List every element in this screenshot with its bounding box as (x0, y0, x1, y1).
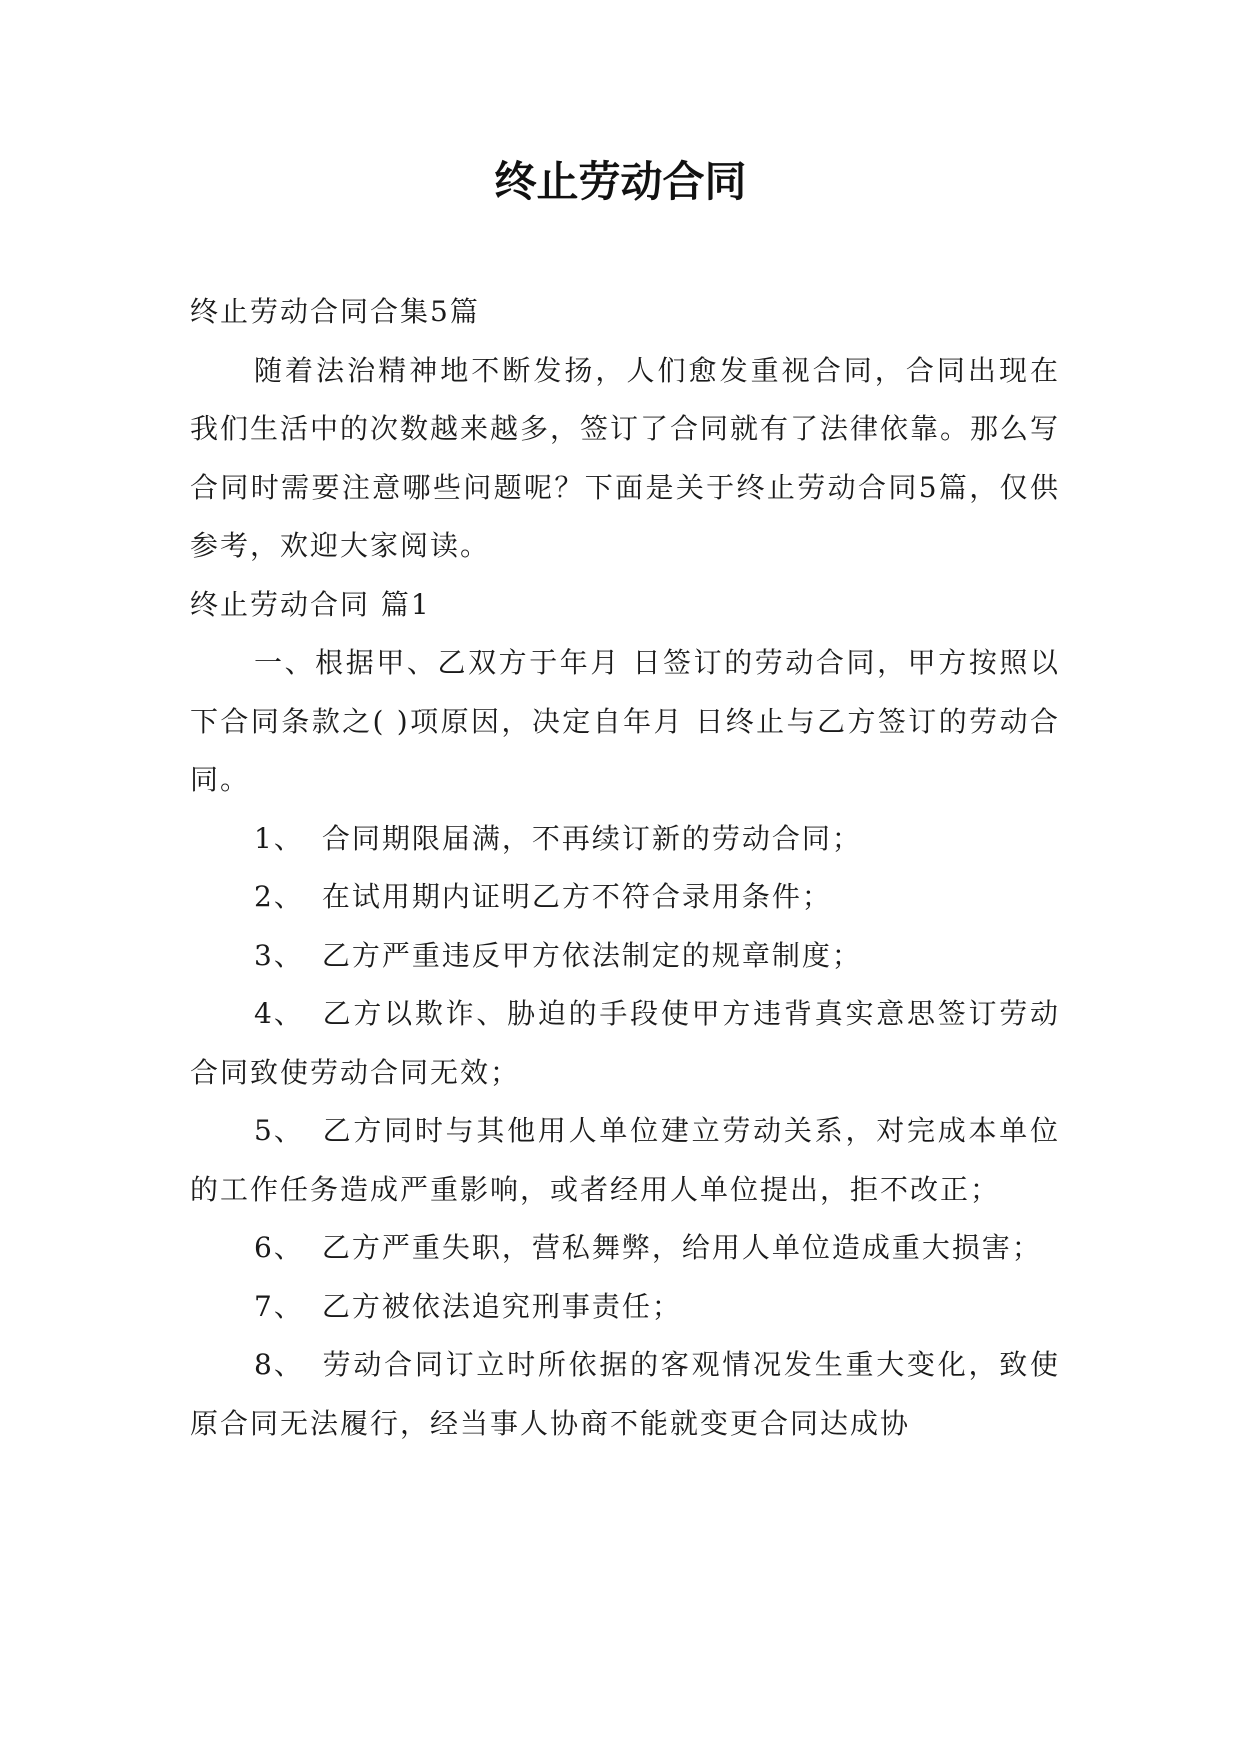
list-item (190, 1219, 1060, 1278)
list-item-text: 乙方被依法追究刑事责任； (321, 1289, 682, 1323)
list-item-text: 合同期限届满，不再续订新的劳动合同； (321, 821, 862, 855)
list-item-number: 8、 (254, 1348, 304, 1381)
intro-paragraph: 随着法治精神地不断发扬，人们愈发重视合同，合同出现在我们生活中的次数越来越多，签订了合同就有了法律依靠。那么写合同时需要注意哪些问题呢？下面是关于终止劳动合同5篇，仅供参考，欢迎大家阅读。 (190, 353, 1061, 562)
list-item-text: 乙方同时与其他用人单位建立劳动关系，对完成本单位的工作任务造成严重影响，或者经用人单位提出，拒不改正； (190, 1114, 1060, 1206)
list-item (190, 1336, 1060, 1453)
list-item-number: 1、 (254, 821, 304, 855)
list-item-text: 乙方严重违反甲方依法制定的规章制度； (321, 938, 862, 972)
list-item-text: 劳动合同订立时所依据的客观情况发生重大变化，致使原合同无法履行，经当事人协商不能就变更合同达成协 (190, 1348, 1060, 1440)
list-item (190, 868, 1060, 927)
list-item-number: 3、 (254, 938, 304, 972)
list-item-number: 6、 (254, 1231, 304, 1264)
list-item-number: 7、 (254, 1289, 304, 1323)
document-subtitle: 终止劳动合同合集5篇 (190, 295, 480, 328)
clause-one-paragraph: 一、根据甲、乙双方于年月 日签订的劳动合同，甲方按照以下合同条款之( )项原因，决定自年月 日终止与乙方签订的劳动合同。 (190, 646, 1060, 796)
list-item-text: 乙方严重失职，营私舞弊，给用人单位造成重大损害； (321, 1231, 1042, 1264)
list-item-number: 2、 (254, 880, 304, 913)
list-item (190, 927, 1060, 986)
list-item (190, 985, 1060, 1102)
list-item (190, 1278, 1060, 1337)
list-item-text: 乙方以欺诈、胁迫的手段使甲方违背真实意思签订劳动合同致使劳动合同无效； (190, 997, 1060, 1089)
document-body (190, 283, 1060, 1453)
list-item-text: 在试用期内证明乙方不符合录用条件； (321, 880, 832, 913)
document-title: 终止劳动合同 (494, 157, 747, 206)
list-item-number: 5、 (254, 1114, 304, 1147)
list-item-number: 4、 (254, 997, 304, 1030)
list-item (190, 810, 1060, 869)
section-heading: 终止劳动合同 篇1 (190, 587, 431, 621)
list-item (190, 1102, 1060, 1219)
